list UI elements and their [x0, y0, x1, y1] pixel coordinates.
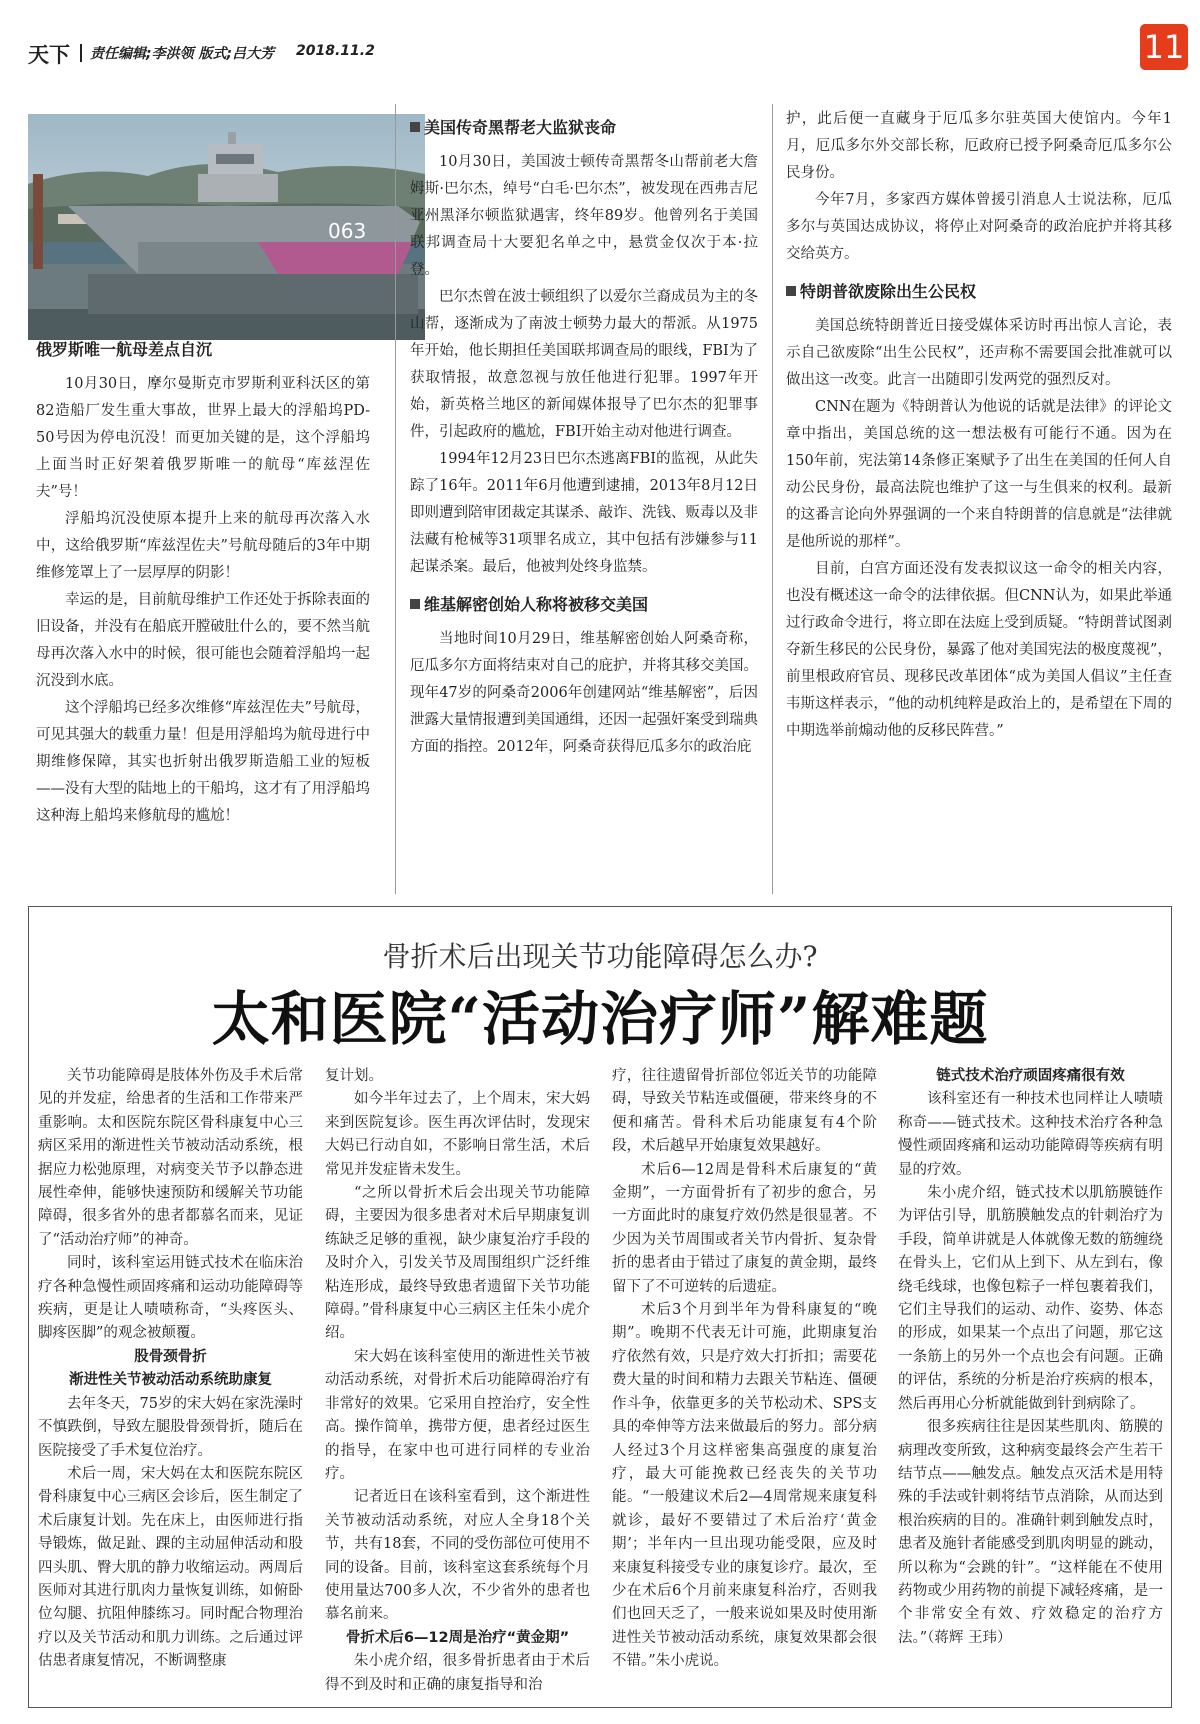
paragraph: 很多疾病往往是因某些肌肉、筋膜的病理改变所致，这种病变最终会产生若干结节点——触发点。触发点灭活术是用特殊的手法或针刺将结节点消除，从而达到根治疾病的目的。准确针刺到触发点时，患者及施针者能感受到肌肉明显的跳动，所以称为“会跳的针”。“这样能在不使用药物或少用药物的前提下减轻疼痛，是一个非常安全有效、疗效稳定的治疗方法。”（蒋辉 王玮） [898, 1419, 1163, 1646]
square-bullet-icon [410, 599, 420, 609]
column-divider [772, 104, 773, 894]
paragraph: 术后一周，宋大妈在太和医院东院区骨科康复中心三病区会诊后，医生制定了术后康复计划。先在床上，由医师进行指导锻炼，做足趾、踝的主动屈伸活动和股四头肌、臀大肌的静力收缩运动。两周后医师对其进行肌肉力量恢复训练，如俯卧位勾腿、抗阻伸膝练习。同时配合物理治疗以及关节活动和肌力训练。之后通过评估患者康复情况，不断调整康 [38, 1465, 303, 1670]
paragraph: 今年7月，多家西方媒体曾援引消息人士说法称，厄瓜多尔与英国达成协议，将停止对阿桑奇的政治庇护并将其移交给英方。 [786, 192, 1172, 262]
headline-bulger: 美国传奇黑帮老大监狱丧命 [410, 114, 758, 141]
paragraph: CNN在题为《特朗普认为他说的话就是法律》的评论文章中指出，美国总统的这一想法极有可能行不通。因为在150年前，宪法第14条修正案赋予了出生在美国的任何人自动公民身份，最高法院也维护了这一与生俱来的权利。最新的这番言论向外界强调的一个来自特朗普的信息就是“法律就是他所说的那样”。 [786, 399, 1172, 550]
column-divider [395, 104, 396, 894]
paragraph: 美国总统特朗普近日接受媒体采访时再出惊人言论，表示自己欲废除“出生公民权”，还声称不需要国会批准就可以做出这一改变。此言一出随即引发两党的强烈反对。 [786, 318, 1172, 388]
paragraph: 术后6—12周是骨科术后康复的“黄金期”，一方面骨折有了初步的愈合，另一方面此时的康复疗效仍然是很显著。不少因为关节周围或者关节内骨折、复杂骨折的患者由于错过了康复的黄金期，最终留下了不可逆转的后遗症。 [612, 1161, 877, 1295]
paragraph: 护，此后便一直藏身于厄瓜多尔驻英国大使馆内。今年1月，厄瓜多尔外交部长称，厄政府已授予阿桑奇厄瓜多尔公民身份。 [786, 111, 1172, 181]
paragraph: 宋大妈在该科室使用的渐进性关节被动活动系统，对骨折术后功能障碍治疗有非常好的效果。它采用自控治疗，安全性高。操作简单，携带方便，患者经过医生的指导，在家中也可进行同样的专业治疗。 [325, 1348, 590, 1482]
paragraph: 复计划。 [325, 1068, 383, 1084]
paragraph: 10月30日，摩尔曼斯克市罗斯利亚科沃区的第82造船厂发生重大事故，世界上最大的浮船坞PD-50号因为停电沉没！而更加关键的是，这个浮船坞上面当时正好架着俄罗斯唯一的航母“库兹涅佐夫”号！ [36, 376, 370, 500]
feature-subtitle: 骨折术后出现关节功能障碍怎么办? [382, 940, 818, 973]
paragraph: 朱小虎介绍，链式技术以肌筋膜链作为评估引导，肌筋膜触发点的针刺治疗为手段，简单讲就是人体就像无数的筋缠绕在骨头上，它们从上到下、从左到右，像绕毛线球，也像包粽子一样包裹着我们，它们主导我们的运动、动作、姿势、体态的形成，如果某一个点出了问题，那它这一条筋上的另外一个点也会有问题。正确的评估，系统的分析是治疗疾病的根本，然后再用心分析就能做到针到病除了。 [898, 1185, 1163, 1412]
paragraph: 朱小虎介绍，很多骨折患者由于术后得不到及时和正确的康复指导和治 [325, 1653, 590, 1693]
carrier-photo [28, 114, 425, 340]
paragraph: 目前，白宫方面还没有发表拟议这一命令的相关内容，也没有概述这一命令的法律依据。但CNN认为，如果此举通过行政命令进行，将立即在法庭上受到质疑。“特朗普试图剥夺新生移民的公民身份，暴露了他对美国宪法的极度蔑视”，前里根政府官员、现移民改革团体“成为美国人倡议”主任查韦斯这样表示，“他的动机纯粹是政治上的，是希望在下周的中期选举前煽动他的反移民阵营。” [786, 561, 1172, 739]
paragraph: 该科室还有一种技术也同样让人啧啧称奇——链式技术。这种技术治疗各种急慢性顽固疼痛和运动功能障碍等疾病有明显的疗效。 [898, 1091, 1163, 1178]
square-bullet-icon [410, 122, 420, 132]
article-carrier [36, 336, 370, 830]
paragraph: 去年冬天，75岁的宋大妈在家洗澡时不慎跌倒，导致左腿股骨颈骨折，随后在医院接受了手术复位治疗。 [38, 1395, 303, 1459]
feature-subheading: 骨折术后6—12周是治疗“黄金期” [345, 1629, 570, 1646]
square-bullet-icon [786, 286, 796, 296]
paragraph: 1994年12月23日巴尔杰逃离FBI的监视，从此失踪了16年。2011年6月他遭到逮捕，2013年8月12日即则遭到陪审团裁定其谋杀、敲诈、洗钱、贩毒以及非法藏有枪械等31项罪名成立，其中包括有涉嫌参与11起谋杀案。最后，他被判处终身监禁。 [410, 451, 758, 575]
feature-column-1 [38, 1065, 303, 1674]
issue-date: 2018.11.2 [296, 43, 375, 59]
paragraph: 巴尔杰曾在波士顿组织了以爱尔兰裔成员为主的冬山帮，逐渐成为了南波士顿势力最大的帮派。从1975年开始，他长期担任美国联邦调查局的眼线，FBI为了获取情报，故意忽视与放任他进行犯罪。1997年开始，新英格兰地区的新闻媒体报导了巴尔杰的犯罪事件，引起政府的尴尬，FBI开始主动对他进行调查。 [410, 289, 758, 440]
feature-column-2 [325, 1065, 590, 1697]
paragraph: 如今半年过去了，上个周末，宋大妈来到医院复诊。医生再次评估时，发现宋大妈已行动自如，不影响日常生活，术后常见并发症皆未发生。 [325, 1091, 590, 1178]
feature-subheading: 股骨颈骨折 [134, 1348, 207, 1365]
paragraph: 同时，该科室运用链式技术在临床治疗各种急慢性顽固疼痛和运动功能障碍等疾病，更是让人啧啧称奇，“头疼医头、脚疼医脚”的观念被颠覆。 [38, 1255, 303, 1342]
feature-column-3 [612, 1065, 877, 1674]
section-name: 天下 [28, 43, 70, 67]
page-header [28, 35, 1172, 69]
svg-text:063: 063 [328, 219, 367, 243]
paragraph: 当地时间10月29日，维基解密创始人阿桑奇称，厄瓜多尔方面将结束对自己的庇护，并将其移交美国。现年47岁的阿桑奇2006年创建网站“维基解密”，后因泄露大量情报遭到美国通缉，还因一起强奸案受到瑞典方面的指控。2012年，阿桑奇获得厄瓜多尔的政治庇 [410, 631, 758, 755]
paragraph: 疗，往往遗留骨折部位邻近关节的功能障碍，导致关节粘连或僵硬，带来终身的不便和痛苦。骨科术后功能康复有4个阶段，术后越早开始康复效果越好。 [612, 1068, 877, 1155]
headline-assange: 维基解密创始人称将被移交美国 [410, 591, 758, 618]
headline-trump: 特朗普欲废除出生公民权 [786, 278, 1172, 305]
feature-subheading: 渐进性关节被动活动系统助康复 [69, 1372, 272, 1389]
paragraph: 幸运的是，目前航母维护工作还处于拆除表面的旧设备，并没有在船底开膛破肚什么的，要不然当航母再次落入水中的时候，很可能也会随着浮船坞一起沉没到水底。 [36, 592, 370, 689]
page-number-badge: 11 [1140, 24, 1188, 70]
paragraph: 术后3个月到半年为骨科康复的“晚期”。晚期不代表无计可施，此期康复治疗依然有效，只是疗效大打折扣；需要花费大量的时间和精力去跟关节粘连、僵硬作斗争，依靠更多的关节松动术、SPS支具的牵伸等方法来做最后的努力。部分病人经过3个月这样密集高强度的康复治疗，最大可能挽救已经丧失的关节功能。“一般建议术后2—4周常规来康复科就诊，最好不要错过了术后治疗‘黄金期’；半年内一旦出现功能受限，应及时来康复科接受专业的康复诊疗。最次，至少在术后6个月前来康复科治疗，否则我们也回天乏了，一般来说如果及时使用渐进性关节被动活动系统，康复效果都会很不错。”朱小虎说。 [612, 1302, 877, 1670]
feature-column-4 [898, 1065, 1163, 1650]
paragraph: 这个浮船坞已经多次维修“库兹涅佐夫”号航母，可见其强大的载重力量！但是用浮船坞为航母进行中期维修保障，其实也折射出俄罗斯造船工业的短板——没有大型的陆地上的干船坞，这才有了用浮船坞这种海上船坞来修航母的尴尬！ [36, 700, 370, 824]
editor-credits: 责任编辑;李洪领 版式;吕大芳 [90, 46, 275, 62]
paragraph: 10月30日，美国波士顿传奇黑帮冬山帮前老大詹姆斯·巴尔杰，绰号“白毛·巴尔杰”，被发现在西弗吉尼亚州黑泽尔顿监狱遇害，终年89岁。他曾列名于美国联邦调查局十大要犯名单之中，悬赏金仅次于本·拉登。 [410, 154, 758, 278]
header-divider [80, 44, 82, 62]
paragraph: 浮船坞沉没使原本提升上来的航母再次落入水中，这给俄罗斯“库兹涅佐夫”号航母随后的3年中期维修笼罩上了一层厚厚的阴影！ [36, 511, 370, 581]
article-column-2 [410, 110, 758, 761]
paragraph: 关节功能障碍是肢体外伤及手术后常见的并发症，给患者的生活和工作带来严重影响。太和医院东院区骨科康复中心三病区采用的渐进性关节被动活动系统，根据应力松弛原理，对病变关节予以静态进展性牵伸，能够快速预防和缓解关节功能障碍，很多省外的患者都慕名而来，见证了“活动治疗师”的神奇。 [38, 1068, 303, 1248]
feature-subheading: 链式技术治疗顽固疼痛很有效 [936, 1068, 1125, 1084]
article-column-3 [786, 106, 1172, 745]
headline-carrier: 俄罗斯唯一航母差点自沉 [36, 340, 213, 359]
paragraph: 记者近日在该科室看到，这个渐进性关节被动活动系统，对应人全身18个关节，共有18套，不同的受伤部位可使用不同的设备。目前，该科室这套系统每个月使用量达700多人次，不少省外的患者也慕名前来。 [325, 1489, 590, 1623]
paragraph: “之所以骨折术后会出现关节功能障碍，主要因为很多患者对术后早期康复训练缺乏足够的重视，缺少康复治疗手段的及时介入，引发关节及周围组织广泛纤维粘连形成，最终导致患者遗留下关节功能障碍。”骨科康复中心三病区主任朱小虎介绍。 [325, 1185, 590, 1342]
feature-title: 太和医院“活动治疗师”解难题 [211, 985, 989, 1053]
